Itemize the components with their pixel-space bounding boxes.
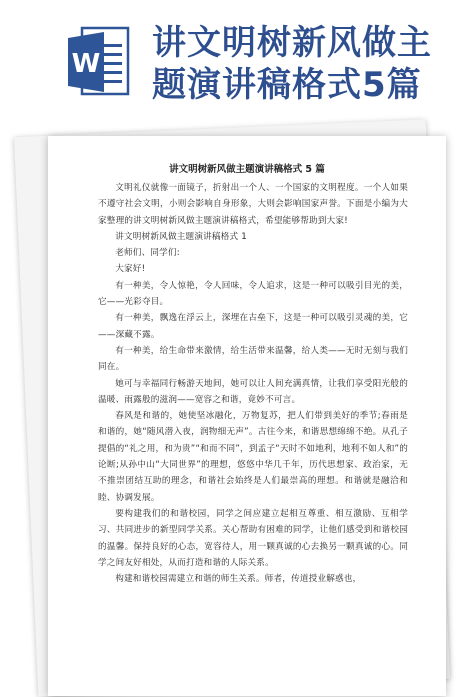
headline-line-1: 讲文明树新风做主 — [152, 23, 432, 63]
page-headline — [152, 22, 468, 106]
document-paragraph: 她可与幸福同行畅游天地间，她可以让人间充满真情，让我们享受阳光般的温暖、雨露般的滋润——宽容之和谐，竟妙不可言。 — [98, 378, 408, 405]
document-paragraph: 春风是和谐的，她使坚冰融化，万物复苏，把人们带到美好的季节;春雨是和谐的，她“随风潜入夜，润物细无声”。古往今来，和谐思想绵绵不绝。从孔子提倡的“礼之用，和为贵”“和而不同”，到孟子“天时不如地利，地利不如人和”的论断;从孙中山“大同世界”的理想，悠悠中华几千年，历代思想家、政治家，无不推崇团结互助的理念，和谐社会始终是人们最崇高的理想。和谐就是融洽和睦、协调发展。 — [98, 411, 408, 503]
headline-line-2: 题演讲稿格式5篇 — [152, 65, 422, 105]
document-paragraph: 讲文明树新风做主题演讲稿格式 1 — [115, 231, 247, 242]
document-paragraph: 文明礼仪就像一面镜子，折射出一个人、一个国家的文明程度。一个人如果不遵守社会文明，小则会影响自身形象，大则会影响国家声誉。下面是小编为大家整理的讲文明树新风做主题演讲稿格式，希望能够帮助到大家! — [98, 183, 408, 226]
word-logo-letter: W — [71, 49, 101, 79]
document-page — [48, 136, 446, 696]
document-title: 讲文明树新风做主题演讲稿格式 5 篇 — [169, 164, 325, 175]
word-document-icon — [66, 24, 130, 100]
document-body — [98, 180, 408, 587]
document-paragraph: 有一种美，给生命带来激情，给生活带来温馨，给人类——无时无刻与我们同在。 — [98, 345, 408, 373]
document-paragraph: 大家好! — [115, 264, 146, 275]
document-paragraph: 要构建我们的和谐校园，同学之间应建立起相互尊重、相互激励、互相学习、共同进步的新型同学关系。关心帮助有困难的同学，让他们感受到和谐校园的温馨。保持良好的心态，宽容待人，用一颗真诚的心去换另一颗真诚的心。同学之间友好相处，从而打造和谐的人际关系。 — [98, 508, 408, 568]
document-paragraph: 有一种美，飘逸在浮云上，深埋在古垒下，这是一种可以吸引灵魂的美，它——深藏不露。 — [98, 313, 408, 340]
document-paragraph: 老师们、同学们: — [115, 248, 180, 259]
document-paragraph: 构建和谐校园需建立和谐的师生关系。师者，传道授业解惑也， — [115, 574, 362, 585]
document-paragraph: 有一种美，令人惊艳，令人回味，令人追求，这是一种可以吸引目光的美，它——光彩夺目。 — [98, 280, 408, 308]
